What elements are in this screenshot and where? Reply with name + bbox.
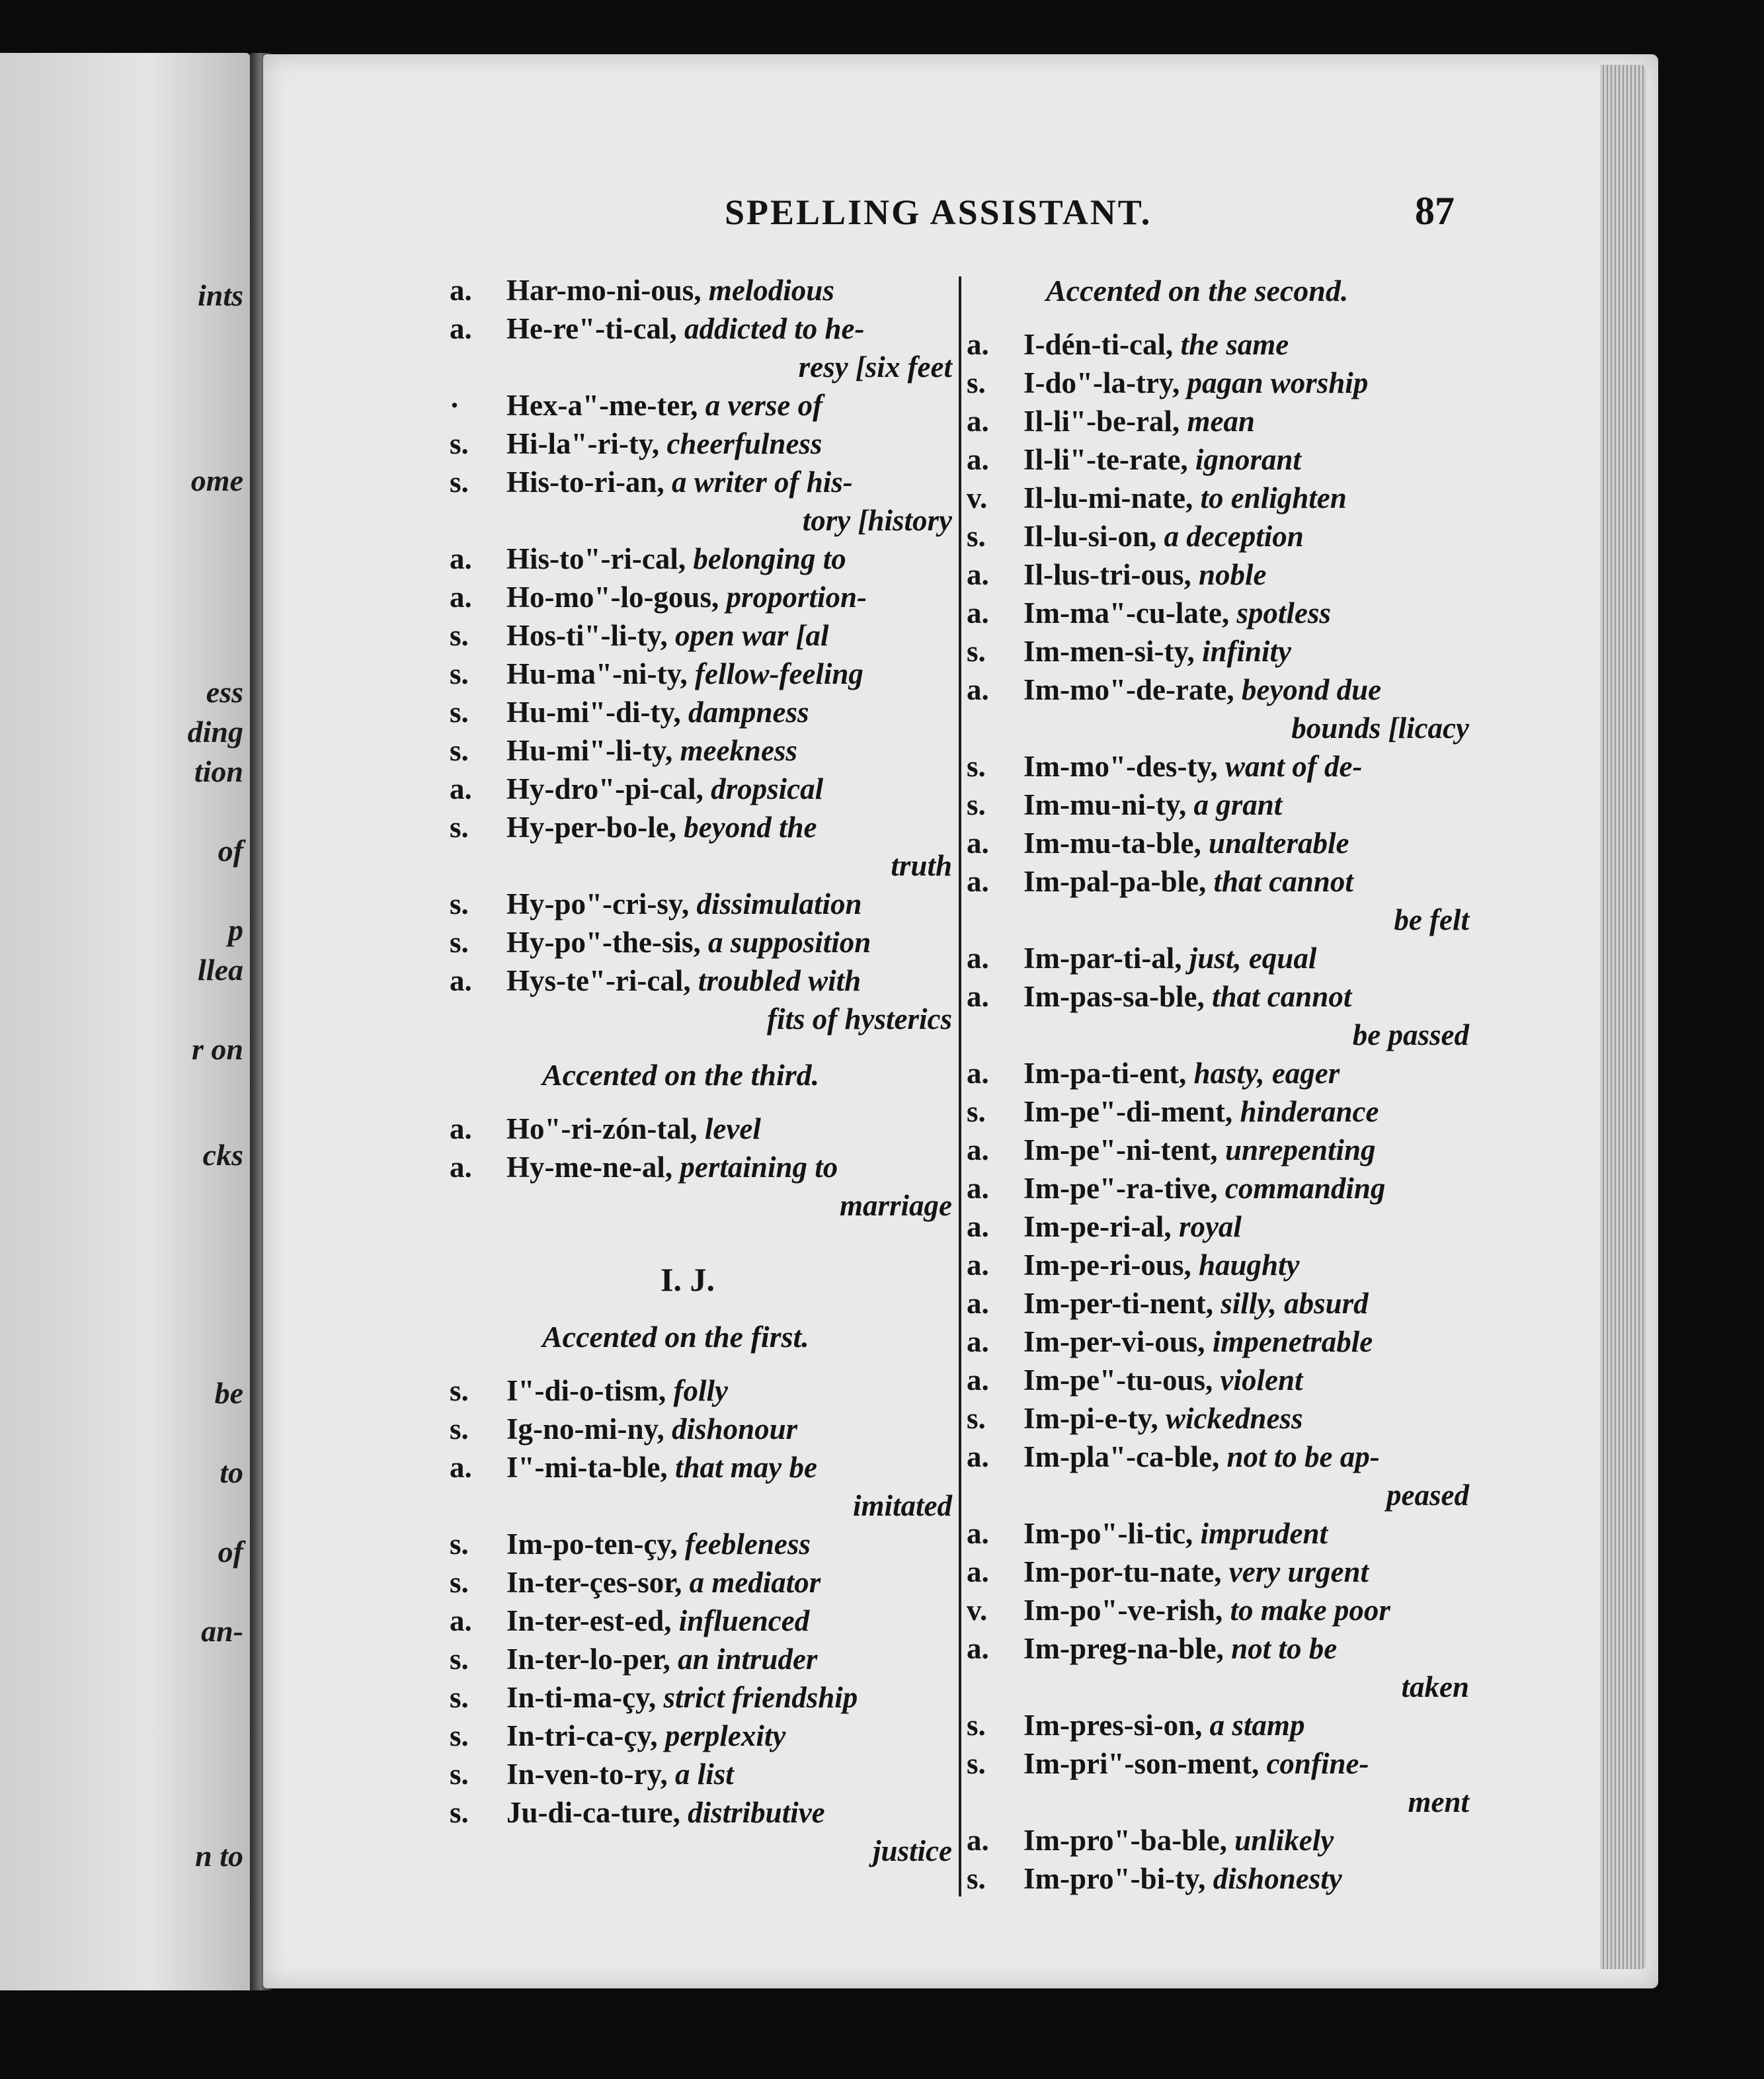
previous-page-fragment: llea [198,953,243,987]
dictionary-entry [450,1678,952,1717]
dictionary-entry [967,632,1469,671]
definition: a grant [1193,788,1283,821]
part-of-speech: s. [967,750,986,783]
previous-page-fragment: be [214,1376,243,1410]
headword: Im-pe-ri-ous, [1023,1248,1191,1282]
previous-page-fragment: ding [187,715,243,749]
running-head: SPELLING ASSISTANT. [725,192,1152,232]
entry-list-second-h [450,271,952,1038]
headword: Hy-me-ne-al, [506,1151,673,1184]
headword: Im-pla"-ca-ble, [1023,1440,1220,1473]
part-of-speech: v. [967,481,988,514]
headword: Hy-po"-cri-sy, [506,887,690,920]
previous-page-fragment: cks [202,1138,243,1172]
previous-page-fragment: tion [194,754,243,788]
headword: Ho"-ri-zón-tal, [506,1112,698,1145]
section-heading-second: Accented on the second. [1046,274,1349,307]
previous-page-fragment: ome [190,464,243,497]
part-of-speech: s. [450,427,469,460]
left-column [450,271,952,1870]
part-of-speech: a. [967,1824,989,1857]
headword: Hu-mi"-di-ty, [506,696,681,729]
headword: Im-pres-si-on, [1023,1709,1203,1742]
dictionary-entry [450,885,952,923]
dictionary-entry [967,977,1469,1054]
definition: influenced [678,1604,810,1637]
definition: a deception [1164,520,1304,553]
definition: want of de- [1224,750,1363,783]
dictionary-entry [967,1399,1469,1438]
dictionary-entry [967,671,1469,747]
entry-list-first [450,1371,952,1870]
dictionary-entry [967,1706,1469,1744]
part-of-speech: a. [967,328,989,361]
definition: a supposition [707,926,871,959]
part-of-speech: s. [967,788,986,821]
headword: Hy-dro"-pi-cal, [506,772,703,805]
dictionary-entry [967,440,1469,479]
headword: Im-pe"-di-ment, [1023,1095,1233,1128]
definition: hasty, eager [1193,1057,1340,1090]
dictionary-entry [967,824,1469,862]
definition: unlikely [1234,1824,1334,1857]
definition: cheerfulness [666,427,822,460]
definition: dishonour [672,1412,798,1446]
definition: commanding [1224,1172,1386,1205]
part-of-speech: a. [450,772,472,805]
dictionary-entry [967,555,1469,594]
part-of-speech: a. [450,1451,472,1484]
headword: In-ter-çes-sor, [506,1566,682,1599]
headword: I-do"-la-try, [1023,366,1180,399]
headword: I"-di-o-tism, [506,1374,666,1407]
headword: Il-lu-mi-nate, [1023,481,1193,514]
headword: Har-mo-ni-ous, [506,274,702,307]
part-of-speech: a. [450,1112,472,1145]
dictionary-entry [450,1717,952,1755]
headword: Il-lu-si-on, [1023,520,1157,553]
headword: I"-mi-ta-ble, [506,1451,668,1484]
part-of-speech: s. [967,1709,986,1742]
definition-continuation: be passed [1352,1018,1469,1051]
dictionary-entry [967,1092,1469,1131]
dictionary-entry [450,1110,952,1148]
page-number: 87 [1415,189,1455,233]
dictionary-entry [450,961,952,1038]
part-of-speech: s. [450,657,469,690]
definition: ignorant [1195,443,1301,476]
part-of-speech: s. [450,619,469,652]
definition-continuation: be felt [1394,903,1469,936]
dictionary-entry [967,786,1469,824]
part-of-speech: a. [450,1151,472,1184]
headword: Im-po"-ve-rish, [1023,1594,1223,1627]
previous-page-fragment: p [228,913,243,947]
part-of-speech: a. [967,827,989,860]
dictionary-entry [967,364,1469,402]
dictionary-entry [967,1514,1469,1553]
part-of-speech: a. [967,1325,989,1358]
definition-continuation: imitated [853,1489,952,1522]
headword: Im-per-vi-ous, [1023,1325,1205,1358]
part-of-speech: s. [967,366,986,399]
dictionary-entry [450,1563,952,1602]
headword: Hy-per-bo-le, [506,811,677,844]
part-of-speech: v. [967,1594,988,1627]
dictionary-entry [967,1438,1469,1514]
part-of-speech: a. [967,1440,989,1473]
headword: In-ter-est-ed, [506,1604,672,1637]
previous-page-fragment: n to [195,1839,243,1873]
headword: Ju-di-ca-ture, [506,1796,680,1829]
part-of-speech: a. [450,964,472,997]
definition: not to be ap- [1226,1440,1380,1473]
definition: wickedness [1165,1402,1303,1435]
definition-continuation: fits of hysterics [767,1002,952,1036]
section-heading-first: Accented on the first. [542,1320,809,1354]
definition-continuation: resy [six feet [798,350,952,384]
headword: Im-po"-li-tic, [1023,1517,1193,1550]
definition: belonging to [693,542,846,575]
dictionary-entry [967,1821,1469,1859]
definition: a mediator [689,1566,821,1599]
dictionary-entry [450,770,952,808]
part-of-speech: a. [967,1517,989,1550]
dictionary-entry [967,1246,1469,1284]
dictionary-entry [450,386,952,425]
dictionary-entry [967,1629,1469,1706]
dictionary-entry [450,1148,952,1225]
part-of-speech: a. [967,1248,989,1282]
part-of-speech: s. [450,1528,469,1561]
dictionary-entry [967,1553,1469,1591]
headword: Il-li"-be-ral, [1023,405,1180,438]
headword: Hi-la"-ri-ty, [506,427,660,460]
part-of-speech: a. [967,1057,989,1090]
dictionary-entry [967,1169,1469,1207]
headword: In-ter-lo-per, [506,1643,670,1676]
part-of-speech: s. [450,1566,469,1599]
definition: distributive [688,1796,825,1829]
part-of-speech: a. [967,443,989,476]
definition-continuation: justice [873,1834,952,1867]
dictionary-entry [450,1448,952,1525]
definition: proportion- [726,581,867,614]
headword: Im-mo"-de-rate, [1023,673,1234,706]
dictionary-entry [450,616,952,655]
dictionary-entry [450,808,952,885]
headword: Im-pe"-tu-ous, [1023,1364,1213,1397]
section-heading-third: Accented on the third. [542,1058,820,1092]
definition: unrepenting [1224,1133,1376,1166]
part-of-speech: s. [450,1719,469,1752]
part-of-speech: s. [967,1402,986,1435]
headword: Im-pas-sa-ble, [1023,980,1205,1013]
entry-list-second [967,325,1469,1898]
headword: Im-mu-ta-ble, [1023,827,1201,860]
part-of-speech: a. [967,558,989,591]
part-of-speech: a. [967,1555,989,1588]
part-of-speech: s. [450,1796,469,1829]
definition: to enlighten [1200,481,1347,514]
definition: feebleness [684,1528,811,1561]
headword: Im-por-tu-nate, [1023,1555,1222,1588]
previous-page [0,53,250,1990]
headword: Hu-ma"-ni-ty, [506,657,688,690]
headword: Ho-mo"-lo-gous, [506,581,719,614]
part-of-speech: s. [450,811,469,844]
dictionary-entry [967,479,1469,517]
definition: meekness [680,734,797,767]
dictionary-entry [450,1640,952,1678]
headword: Im-mo"-des-ty, [1023,750,1218,783]
dictionary-entry [450,1371,952,1410]
definition: not to be [1231,1632,1338,1665]
definition: very urgent [1228,1555,1369,1588]
definition: infinity [1201,635,1291,668]
dictionary-entry [450,1755,952,1793]
part-of-speech: a. [450,274,472,307]
headword: Hy-po"-the-sis, [506,926,701,959]
part-of-speech: a. [967,673,989,706]
part-of-speech: s. [967,1747,986,1780]
dictionary-entry [450,655,952,693]
part-of-speech: a. [967,1287,989,1320]
headword: His-to"-ri-cal, [506,542,686,575]
definition-continuation: bounds [licacy [1291,712,1469,745]
part-of-speech: s. [967,520,986,553]
headword: Il-lus-tri-ous, [1023,558,1191,591]
dictionary-entry [450,1602,952,1640]
part-of-speech: a. [967,596,989,630]
headword: In-ven-to-ry, [506,1758,668,1791]
headword: Hys-te"-ri-cal, [506,964,691,997]
definition: strict friendship [663,1681,858,1714]
part-of-speech: s. [450,1643,469,1676]
dictionary-entry [450,1410,952,1448]
definition: beyond due [1241,673,1382,706]
headword: Im-pa-ti-ent, [1023,1057,1187,1090]
dictionary-entry [967,594,1469,632]
headword: Hu-mi"-li-ty, [506,734,673,767]
definition: dissimulation [696,887,862,920]
definition: imprudent [1200,1517,1328,1550]
definition: pertaining to [680,1151,838,1184]
part-of-speech: a. [967,1364,989,1397]
dictionary-entry [450,463,952,540]
definition-continuation: ment [1408,1785,1469,1818]
headword: Im-ma"-cu-late, [1023,596,1230,630]
definition: a stamp [1209,1709,1305,1742]
headword: Im-par-ti-al, [1023,942,1182,975]
dictionary-entry [967,1744,1469,1821]
headword: Ig-no-mi-ny, [506,1412,664,1446]
definition: noble [1199,558,1267,591]
right-column [967,271,1469,1898]
definition: an intruder [678,1643,818,1676]
definition: unalterable [1208,827,1349,860]
part-of-speech: a. [967,405,989,438]
part-of-speech: s. [967,1095,986,1128]
part-of-speech: a. [450,581,472,614]
headword: In-ti-ma-çy, [506,1681,657,1714]
dictionary-entry [967,325,1469,364]
part-of-speech: s. [450,734,469,767]
part-of-speech: a. [967,942,989,975]
part-of-speech: a. [967,980,989,1013]
dictionary-entry [967,1054,1469,1092]
part-of-speech: a. [450,542,472,575]
definition-continuation: taken [1401,1670,1469,1703]
definition: royal [1178,1210,1242,1243]
part-of-speech: s. [967,1862,986,1895]
part-of-speech: a. [450,1604,472,1637]
dictionary-entry [450,1793,952,1870]
part-of-speech: a. [967,1172,989,1205]
part-of-speech: s. [450,1412,469,1446]
definition: that cannot [1212,980,1352,1013]
dictionary-entry [967,1131,1469,1169]
dictionary-entry [967,1323,1469,1361]
definition: violent [1220,1364,1303,1397]
definition: dishonesty [1213,1862,1342,1895]
headword: Im-pe"-ra-tive, [1023,1172,1218,1205]
dictionary-entry [967,1591,1469,1629]
dictionary-entry [450,693,952,731]
dictionary-entry [450,923,952,961]
previous-page-fragment: r on [192,1032,243,1066]
definition: a writer of his- [671,466,853,499]
definition: a verse of [705,389,823,422]
dictionary-entry [967,747,1469,786]
headword: In-tri-ca-çy, [506,1719,658,1752]
headword: I-dén-ti-cal, [1023,328,1174,361]
definition: just, equal [1189,942,1317,975]
headword: Im-pal-pa-ble, [1023,865,1207,898]
definition: troubled with [698,964,862,997]
definition: beyond the [684,811,817,844]
part-of-speech: s. [450,466,469,499]
definition: the same [1180,328,1289,361]
definition: perplexity [664,1719,786,1752]
dictionary-entry [967,1207,1469,1246]
part-of-speech: a. [967,1210,989,1243]
part-of-speech: a. [967,1632,989,1665]
dictionary-entry [967,1859,1469,1898]
definition: folly [673,1374,728,1407]
headword: Im-mu-ni-ty, [1023,788,1187,821]
definition-continuation: truth [891,849,952,882]
page-edges [1600,65,1646,1969]
previous-page-fragment: of [218,834,243,868]
definition: addicted to he- [684,312,865,345]
part-of-speech: a. [450,312,472,345]
previous-page-fragment: ess [206,675,243,709]
headword: Im-pe"-ni-tent, [1023,1133,1218,1166]
definition: confine- [1266,1747,1369,1780]
headword: Im-per-ti-nent, [1023,1287,1214,1320]
definition-continuation: marriage [839,1189,952,1222]
dictionary-entry [967,862,1469,939]
entry-list-third [450,1110,952,1225]
definition: pagan worship [1187,366,1369,399]
headword: Im-pro"-bi-ty, [1023,1862,1206,1895]
headword: He-re"-ti-cal, [506,312,677,345]
definition: dampness [688,696,809,729]
definition: level [704,1112,761,1145]
letter-heading: I. J. [661,1261,715,1298]
definition: to make poor [1230,1594,1390,1627]
previous-page-fragment: ints [197,278,243,312]
previous-page-fragment: to [220,1455,243,1489]
headword: Il-li"-te-rate, [1023,443,1188,476]
headword: Im-men-si-ty, [1023,635,1195,668]
dictionary-entry [450,1525,952,1563]
headword: Im-preg-na-ble, [1023,1632,1224,1665]
headword: Im-pri"-son-ment, [1023,1747,1260,1780]
definition: mean [1187,405,1255,438]
dictionary-entry [450,731,952,770]
part-of-speech: s. [450,696,469,729]
headword: Hex-a"-me-ter, [506,389,698,422]
definition: silly, absurd [1221,1287,1369,1320]
dictionary-entry [967,517,1469,555]
definition: that may be [674,1451,817,1484]
definition: open war [al [674,619,829,652]
dictionary-entry [967,402,1469,440]
headword: His-to-ri-an, [506,466,664,499]
definition: melodious [708,274,834,307]
part-of-speech: s. [450,926,469,959]
dictionary-entry [967,1284,1469,1323]
part-of-speech: a. [967,1133,989,1166]
dictionary-entry [450,425,952,463]
dictionary-entry [450,578,952,616]
definition-continuation: peased [1386,1479,1469,1512]
previous-page-fragment: of [218,1535,243,1569]
part-of-speech: s. [450,887,469,920]
previous-page-fragment: an- [201,1614,243,1648]
definition-continuation: tory [history [802,504,952,537]
definition: haughty [1198,1248,1300,1282]
headword: Hos-ti"-li-ty, [506,619,668,652]
headword: Im-pi-e-ty, [1023,1402,1158,1435]
headword: Im-pro"-ba-ble, [1023,1824,1227,1857]
dictionary-entry [967,939,1469,977]
definition: fellow-feeling [695,657,863,690]
definition: a list [674,1758,734,1791]
part-of-speech: s. [967,635,986,668]
part-of-speech: s. [450,1758,469,1791]
part-of-speech: · [450,389,460,422]
definition: spotless [1236,596,1331,630]
definition: hinderance [1240,1095,1379,1128]
headword: Im-po-ten-çy, [506,1528,678,1561]
dictionary-entry [450,271,952,309]
part-of-speech: a. [967,865,989,898]
column-divider [959,276,961,1896]
definition: dropsical [711,772,824,805]
dictionary-entry [450,540,952,578]
headword: Im-pe-ri-al, [1023,1210,1172,1243]
part-of-speech: s. [450,1681,469,1714]
dictionary-entry [967,1361,1469,1399]
part-of-speech: s. [450,1374,469,1407]
definition: that cannot [1213,865,1353,898]
dictionary-entry [450,309,952,386]
definition: impenetrable [1212,1325,1373,1358]
